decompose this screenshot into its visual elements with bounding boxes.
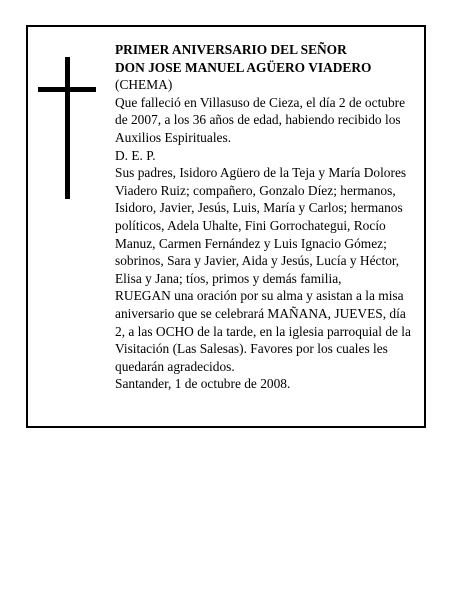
notice-nickname: (CHEMA) [115,77,173,93]
notice-title-line-1: PRIMER ANIVERSARIO DEL SEÑOR [115,42,347,57]
notice-dep: D. E. P. [115,147,156,163]
notice-place-date: Santander, 1 de octubre de 2008. [115,376,291,392]
notice-text [115,41,419,393]
notice-death-info: Que falleció en Villasuso de Cieza, el día 2 de octubre de 2007, a los 36 años de edad, habiendo recibido los Auxilios Espirituales. [115,94,406,145]
obituary-notice [26,25,426,428]
notice-family: Sus padres, Isidoro Agüero de la Teja y María Dolores Viadero Ruiz; compañero, Gonzalo Díez; hermanos, Isidoro, Javier, Jesús, Luis, María y Carlos; hermanos políticos, Adela Uhalte, Fini Gorrochategui, Rocío Manuz, Carmen Fernández y Luis Ignacio Gómez; sobrinos, Sara y Javier, Aida y Jesús, Lucía y Héctor, Elisa y Jana; tíos, primos y demás familia, [115,165,407,286]
cross-icon [38,57,96,199]
notice-request: RUEGAN una oración por su alma y asistan a la misa aniversario que se celebrará MAÑANA, JUEVES, día 2, a las OCHO de la tarde, en la iglesia parroquial de la Visitación (Las Salesas). Favores por los cuales les quedarán agradecidos. [115,288,411,374]
cross-vertical-bar [65,57,70,199]
cross-horizontal-bar [38,87,96,92]
notice-title-line-2: DON JOSE MANUEL AGÜERO VIADERO [115,59,372,75]
